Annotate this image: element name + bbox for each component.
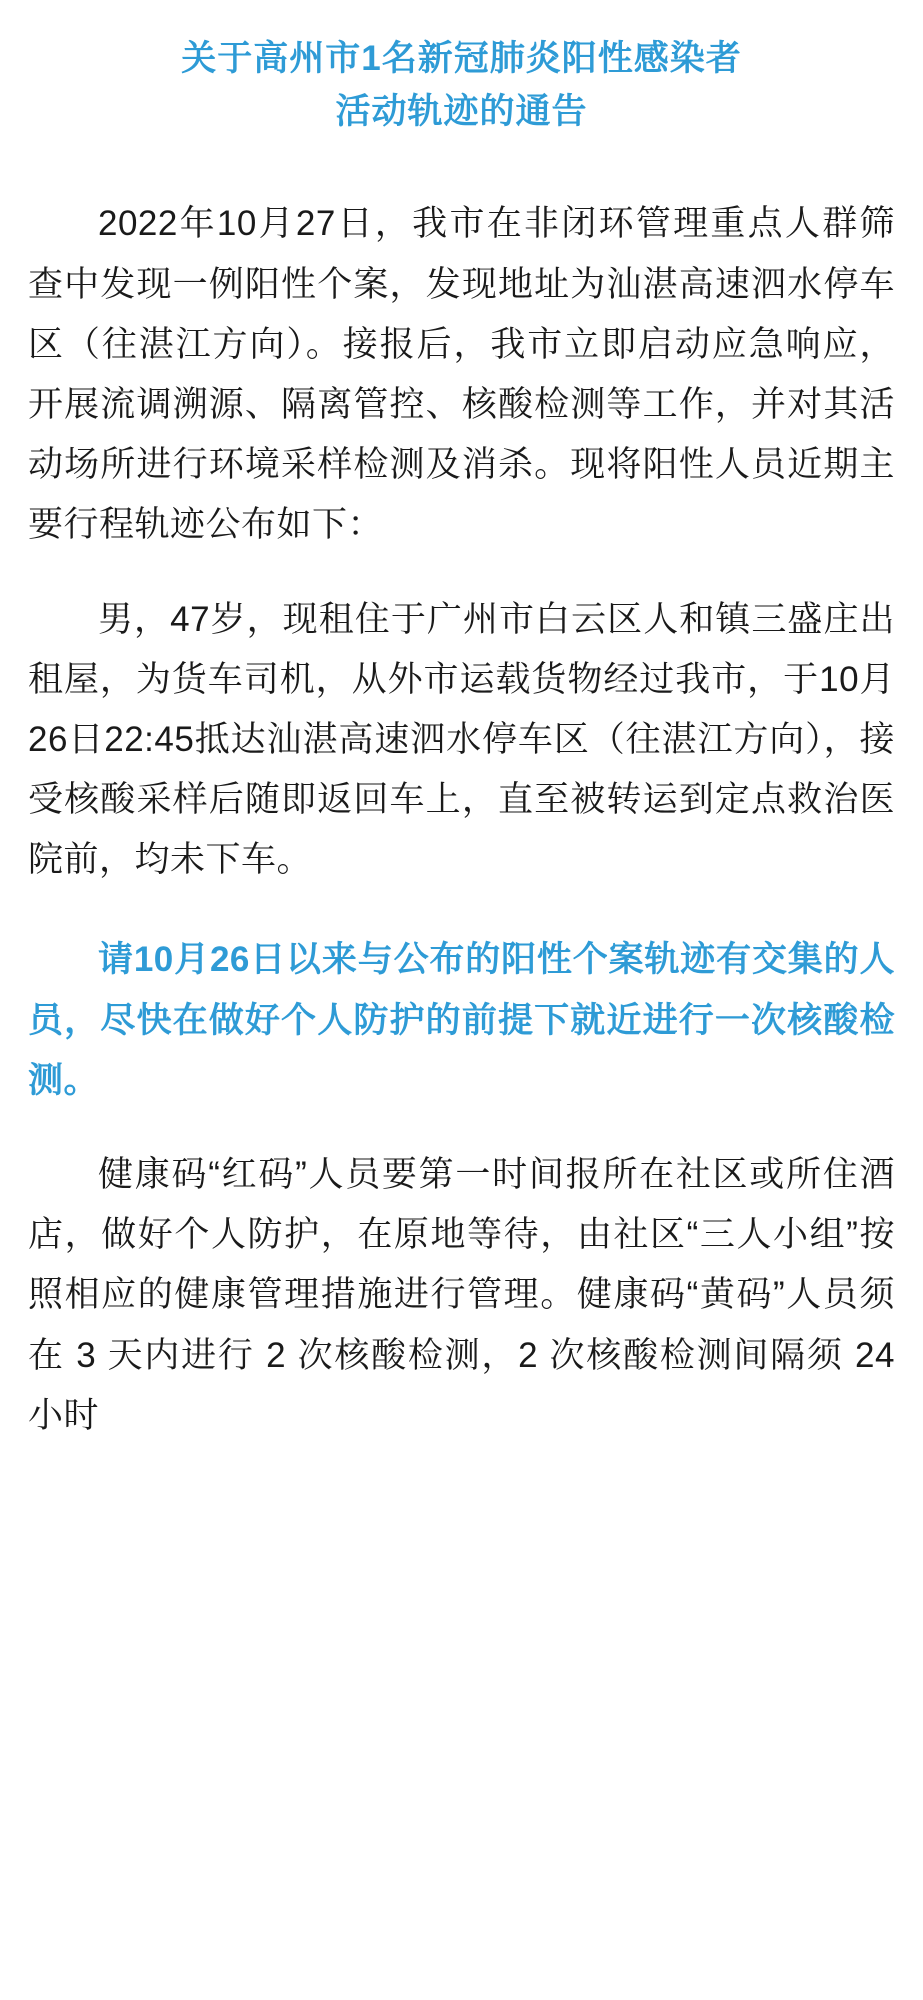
paragraph-case-details: 男，47岁，现租住于广州市白云区人和镇三盛庄出租屋，为货车司机，从外市运载货物经过我市，于10月26日22:45抵达汕湛高速泗水停车区（往湛江方向），接受核酸采样后随即返回车上，直至被转运到定点救治医院前，均未下车。 [28,599,895,880]
paragraph-notice-highlight: 请10月26日以来与公布的阳性个案轨迹有交集的人员，尽快在做好个人防护的前提下就近进行一次核酸检测。 [28,940,895,1100]
paragraph-intro: 2022年10月27日，我市在非闭环管理重点人群筛查中发现一例阳性个案，发现地址为汕湛高速泗水停车区（往湛江方向）。接报后，我市立即启动应急响应，开展流调溯源、隔离管控、核酸检测等工作，并对其活动场所进行环境采样检测及消杀。现将阳性人员近期主要行程轨迹公布如下： [28,204,895,545]
page-title-line-2: 活动轨迹的通告 [335,92,588,132]
page-title-line-1: 关于高州市1名新冠肺炎阳性感染者 [181,39,742,78]
bottom-spacer [28,1446,895,1464]
paragraph-health-code-guidance: 健康码“红码”人员要第一时间报所在社区或所住酒店，做好个人防护，在原地等待，由社区“三人小组”按照相应的健康管理措施进行管理。健康码“黄码”人员须在 3 天内进行 2 次核酸检测，2 次核酸检测间隔须 24 小时 [28,1155,895,1435]
page-title [28,32,895,138]
